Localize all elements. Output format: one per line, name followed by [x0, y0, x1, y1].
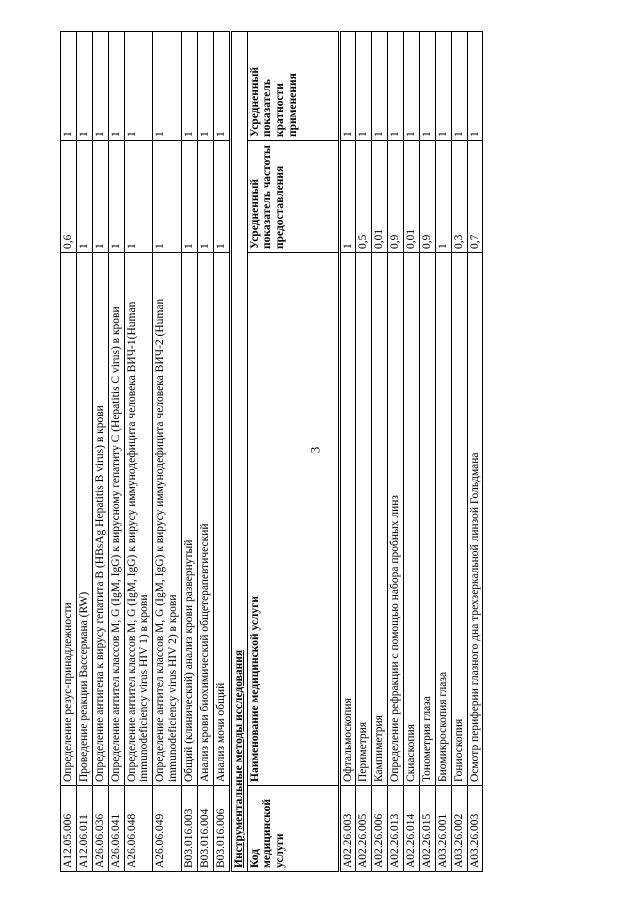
service-name-cell: Кампиметрия	[372, 253, 388, 786]
service-name-cell: Тонометрия глаза	[419, 253, 435, 786]
upper-table-body	[61, 32, 231, 872]
frequency-cell: 1	[124, 141, 153, 253]
multiplicity-cell: 1	[61, 32, 77, 141]
frequency-cell: 1	[153, 141, 182, 253]
header-multiplicity: Усредненный показатель кратности применения	[247, 32, 339, 141]
table-row	[451, 32, 467, 872]
table-row	[372, 32, 388, 872]
service-name-cell: Проведение реакции Вассермана (RW)	[76, 253, 92, 786]
frequency-cell: 1	[197, 141, 213, 253]
multiplicity-cell: 1	[182, 32, 198, 141]
multiplicity-cell: 1	[76, 32, 92, 141]
table-row	[197, 32, 213, 872]
service-code-cell: B03.016.004	[197, 786, 213, 872]
table-row	[153, 32, 182, 872]
multiplicity-cell: 1	[451, 32, 467, 141]
service-code-cell: B03.016.003	[182, 786, 198, 872]
multiplicity-cell: 1	[356, 32, 372, 141]
service-name-cell: Осмотр периферии глазного дна трехзеркальной линзой Гольдмана	[467, 253, 483, 786]
table-row	[419, 32, 435, 872]
frequency-cell: 1	[339, 141, 356, 253]
frequency-cell: 1	[76, 141, 92, 253]
frequency-cell: 1	[92, 141, 108, 253]
multiplicity-cell: 1	[419, 32, 435, 141]
table-header-row	[247, 32, 339, 872]
service-name-cell: Анализ крови биохимический общетерапевтический	[197, 253, 213, 786]
frequency-cell: 1	[182, 141, 198, 253]
frequency-cell: 0,6	[61, 141, 77, 253]
service-code-cell: A26.06.041	[108, 786, 124, 872]
service-code-cell: A02.26.003	[339, 786, 356, 872]
service-name-cell: Определение антител классов M, G (IgM, IgG) к вирусу иммунодефицита человека ВИЧ-1(Human immunodeficiency virus HIV 1) в крови	[124, 253, 153, 786]
header-name: Наименование медицинской услуги	[247, 253, 339, 786]
service-code-cell: A03.26.002	[451, 786, 467, 872]
header-code: Код медицинской услуги	[247, 786, 339, 872]
table-row	[404, 32, 420, 872]
service-code-cell: A26.06.036	[92, 786, 108, 872]
multiplicity-cell: 1	[92, 32, 108, 141]
multiplicity-cell: 1	[108, 32, 124, 141]
service-code-cell: A03.26.001	[435, 786, 451, 872]
service-name-cell: Определение резус-принадлежности	[61, 253, 77, 786]
header-frequency: Усредненный показатель частоты предоставления	[247, 141, 339, 253]
service-name-cell: Скиаскопия	[404, 253, 420, 786]
service-code-cell: A12.06.011	[76, 786, 92, 872]
service-name-cell: Определение рефракции с помощью набора пробных линз	[388, 253, 404, 786]
table-row	[124, 32, 153, 872]
service-name-cell: Определение антигена к вирусу гепатита В (HBsAg Hepatitis В virus) в крови	[92, 253, 108, 786]
service-name-cell: Анализ мочи общий	[213, 253, 230, 786]
frequency-cell: 0,01	[372, 141, 388, 253]
lower-table-body	[339, 32, 483, 872]
table-row	[108, 32, 124, 872]
multiplicity-cell: 1	[467, 32, 483, 141]
rotated-table-sheet	[60, 32, 580, 872]
multiplicity-cell: 1	[197, 32, 213, 141]
table-row	[388, 32, 404, 872]
service-name-cell: Гониоскопия	[451, 253, 467, 786]
service-code-cell: A02.26.006	[372, 786, 388, 872]
frequency-cell: 0,9	[419, 141, 435, 253]
service-name-cell: Общий (клинический) анализ крови развернутый	[182, 253, 198, 786]
service-name-cell: Офтальмоскопия	[339, 253, 356, 786]
table-row	[467, 32, 483, 872]
multiplicity-cell: 1	[435, 32, 451, 141]
multiplicity-cell: 1	[124, 32, 153, 141]
table-row	[356, 32, 372, 872]
frequency-cell: 0,01	[404, 141, 420, 253]
multiplicity-cell: 1	[388, 32, 404, 141]
frequency-cell: 1	[213, 141, 230, 253]
service-name-cell: Определение антител классов M, G (IgM, IgG) к вирусу иммунодефицита человека ВИЧ-2 (Human immunodeficiency virus HIV 2) в крови	[153, 253, 182, 786]
service-code-cell: A03.26.003	[467, 786, 483, 872]
multiplicity-cell: 1	[404, 32, 420, 141]
service-code-cell: A26.06.049	[153, 786, 182, 872]
frequency-cell: 1	[108, 141, 124, 253]
multiplicity-cell: 1	[213, 32, 230, 141]
frequency-cell: 0,5	[356, 141, 372, 253]
multiplicity-cell: 1	[372, 32, 388, 141]
table-row	[182, 32, 198, 872]
multiplicity-cell: 1	[339, 32, 356, 141]
service-code-cell: B03.016.006	[213, 786, 230, 872]
section-title: Инструментальные методы исследования	[230, 32, 247, 872]
table-row	[92, 32, 108, 872]
page-number: 3	[307, 446, 323, 454]
service-code-cell: A02.26.015	[419, 786, 435, 872]
service-name-cell: Биомикроскопия глаза	[435, 253, 451, 786]
service-code-cell: A26.06.048	[124, 786, 153, 872]
table-row	[76, 32, 92, 872]
service-code-cell: A02.26.014	[404, 786, 420, 872]
table-row	[339, 32, 356, 872]
frequency-cell: 0,3	[451, 141, 467, 253]
table-row	[213, 32, 230, 872]
frequency-cell: 0,7	[467, 141, 483, 253]
table-row	[435, 32, 451, 872]
service-code-cell: A02.26.005	[356, 786, 372, 872]
service-code-cell: A02.26.013	[388, 786, 404, 872]
service-name-cell: Определение антител классов M, G (IgM, IgG) к вирусному гепатиту С (Hepatitis С virus) в крови	[108, 253, 124, 786]
frequency-cell: 0,9	[388, 141, 404, 253]
service-name-cell: Периметрия	[356, 253, 372, 786]
frequency-cell: 1	[435, 141, 451, 253]
service-code-cell: A12.05.006	[61, 786, 77, 872]
services-table	[60, 31, 483, 872]
table-row	[61, 32, 77, 872]
multiplicity-cell: 1	[153, 32, 182, 141]
